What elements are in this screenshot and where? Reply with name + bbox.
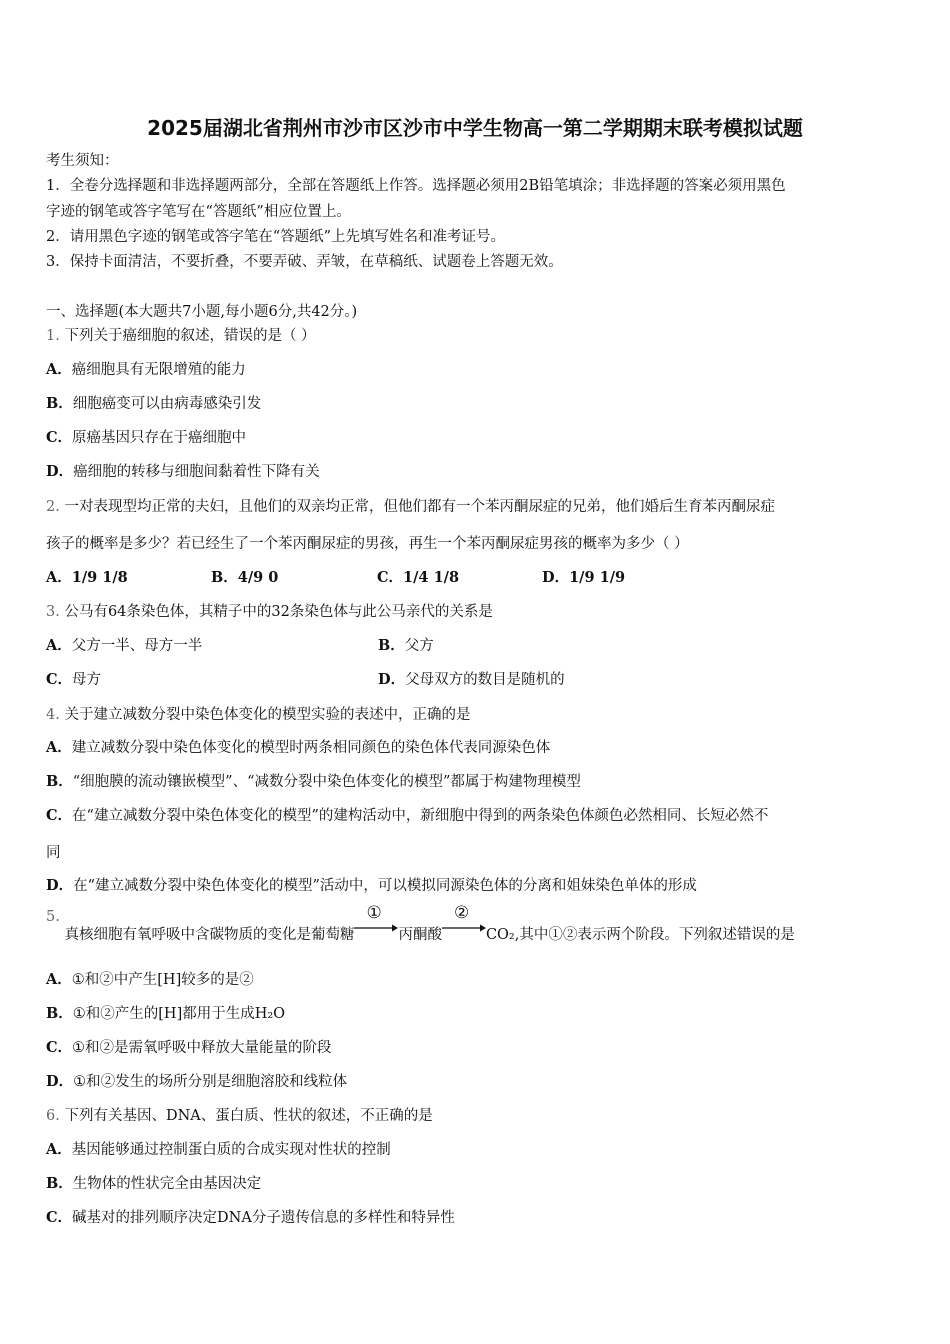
option-5b (46, 1005, 285, 1023)
option-label: C． (46, 807, 73, 824)
option-text: 4/9 0 (237, 569, 279, 586)
notice-item-3: 3．保持卡面清洁，不要折叠，不要弄破、弄皱，在草稿纸、试题卷上答题无效。 (46, 254, 563, 270)
option-5a (46, 971, 254, 989)
option-text: 细胞癌变可以由病毒感染引发 (72, 396, 262, 412)
option-2d (542, 569, 625, 587)
option-3d (378, 671, 565, 689)
option-label: C． (46, 1209, 73, 1226)
stage-2-marker: ② (453, 903, 470, 923)
option-label: B． (211, 569, 238, 586)
option-1d (46, 463, 320, 481)
question-number: 5. (46, 909, 60, 925)
option-text: 父方 (404, 638, 434, 654)
option-label: C． (46, 671, 73, 688)
arrow-icon (442, 923, 486, 933)
option-text: ①和②是需氧呼吸中释放大量能量的阶段 (72, 1040, 332, 1056)
question-number: 2. (46, 499, 60, 515)
option-label: D． (46, 1073, 74, 1090)
question-stem: 真核细胞有氧呼吸中含碳物质的变化是葡萄糖 (64, 927, 355, 943)
question-number: 3. (46, 604, 60, 620)
question-number: 4. (46, 707, 60, 723)
option-text: 母方 (72, 672, 102, 688)
option-label: A． (46, 361, 72, 378)
option-3a (46, 637, 202, 655)
option-6b (46, 1175, 261, 1193)
page-title: 2025届湖北省荆州市沙市区沙市中学生物高一第二学期期末联考模拟试题 (147, 116, 803, 140)
option-label: D． (46, 463, 74, 480)
question-stem: 下列关于癌细胞的叙述，错误的是（ ） (64, 328, 316, 344)
option-1c (46, 429, 246, 447)
option-label: A． (46, 569, 72, 586)
option-text: 父方一半、母方一半 (71, 638, 203, 654)
question-5 (46, 905, 795, 945)
option-label: D． (378, 671, 406, 688)
option-text: 1/4 1/8 (403, 569, 460, 586)
notice-item-1-cont: 字迹的钢笔或答字笔写在“答题纸”相应位置上。 (46, 204, 351, 220)
question-3 (46, 603, 493, 621)
option-label: D． (542, 569, 570, 586)
option-4c-cont: 同 (46, 845, 61, 861)
option-text: 基因能够通过控制蛋白质的合成实现对性状的控制 (71, 1142, 391, 1158)
option-label: A． (46, 1141, 72, 1158)
reaction-arrow-1 (354, 903, 398, 935)
option-label: C． (377, 569, 404, 586)
option-4c (46, 807, 768, 825)
reaction-arrow-2 (442, 903, 486, 935)
option-text: 在“建立减数分裂中染色体变化的模型”活动中，可以模拟同源染色体的分离和姐妹染色单体的形成 (73, 878, 697, 894)
option-1b (46, 395, 261, 413)
option-5d (46, 1073, 347, 1091)
option-1a (46, 361, 246, 379)
question-stem-end: CO₂,其中①②表示两个阶段。下列叙述错误的是 (485, 927, 795, 943)
question-4 (46, 706, 470, 724)
option-text: ①和②中产生[H]较多的是② (71, 972, 254, 988)
option-6a (46, 1141, 391, 1159)
option-label: A． (46, 971, 72, 988)
notice-item-2: 2．请用黑色字迹的钢笔或答字笔在“答题纸”上先填写姓名和准考证号。 (46, 229, 506, 245)
option-text: 生物体的性状完全由基因决定 (72, 1176, 262, 1192)
question-2 (46, 498, 775, 516)
option-text: ①和②发生的场所分别是细胞溶胶和线粒体 (73, 1074, 348, 1090)
option-label: B． (46, 773, 73, 790)
option-text: 癌细胞的转移与细胞间黏着性下降有关 (73, 464, 320, 480)
option-label: C． (46, 429, 73, 446)
option-5c (46, 1039, 332, 1057)
option-text: “细胞膜的流动镶嵌模型”、“减数分裂中染色体变化的模型”都属于构建物理模型 (72, 774, 581, 790)
option-4b (46, 773, 581, 791)
option-3c (46, 671, 101, 689)
option-label: B． (46, 1175, 73, 1192)
question-stem: 下列有关基因、DNA、蛋白质、性状的叙述，不正确的是 (64, 1108, 433, 1124)
option-text: 1/9 1/9 (569, 569, 626, 586)
option-label: A． (46, 637, 72, 654)
question-stem: 一对表现型均正常的夫妇，且他们的双亲均正常，但他们都有一个苯丙酮尿症的兄弟，他们婚后生育苯丙酮尿症 (64, 499, 775, 515)
notice-item-1: 1．全卷分选择题和非选择题两部分，全部在答题纸上作答。选择题必须用2B铅笔填涂；非选择题的答案必须用黑色 (46, 178, 786, 194)
arrow-icon (354, 923, 398, 933)
option-text: 碱基对的排列顺序决定DNA分子遗传信息的多样性和特异性 (72, 1210, 455, 1226)
option-text: 原癌基因只存在于癌细胞中 (72, 430, 247, 446)
notice-heading: 考生须知： (46, 153, 119, 169)
option-text: 在“建立减数分裂中染色体变化的模型”的建构活动中，新细胞中得到的两条染色体颜色必然相同、长短必然不 (72, 808, 769, 824)
intermediate-product: 丙酮酸 (398, 927, 442, 943)
option-text: 建立减数分裂中染色体变化的模型时两条相同颜色的染色体代表同源染色体 (71, 740, 551, 756)
option-label: D． (46, 877, 74, 894)
question-stem: 公马有64条染色体，其精子中的32条染色体与此公马亲代的关系是 (64, 604, 493, 620)
stage-1-marker: ① (366, 903, 382, 923)
option-6c (46, 1209, 455, 1227)
option-label: A． (46, 739, 72, 756)
question-1 (46, 327, 316, 345)
option-text: 父母双方的数目是随机的 (405, 672, 565, 688)
option-2a (46, 569, 128, 587)
question-number: 6. (46, 1108, 60, 1124)
option-label: B． (46, 395, 73, 412)
option-4d (46, 877, 697, 895)
question-number: 1. (46, 328, 60, 344)
option-label: B． (46, 1005, 73, 1022)
option-text: 癌细胞具有无限增殖的能力 (71, 362, 246, 378)
option-2b (211, 569, 278, 587)
option-label: C． (46, 1039, 73, 1056)
question-stem: 关于建立减数分裂中染色体变化的模型实验的表述中，正确的是 (64, 707, 471, 723)
option-2c (377, 569, 459, 587)
option-text: 1/9 1/8 (71, 569, 128, 586)
question-2-cont: 孩子的概率是多少？若已经生了一个苯丙酮尿症的男孩，再生一个苯丙酮尿症男孩的概率为多少（ ） (46, 536, 689, 552)
option-4a (46, 739, 550, 757)
question-6 (46, 1107, 433, 1125)
option-3b (378, 637, 434, 655)
option-label: B． (378, 637, 405, 654)
option-text: ①和②产生的[H]都用于生成H₂O (72, 1006, 286, 1022)
section-heading: 一、选择题(本大题共7小题,每小题6分,共42分。) (46, 304, 358, 320)
